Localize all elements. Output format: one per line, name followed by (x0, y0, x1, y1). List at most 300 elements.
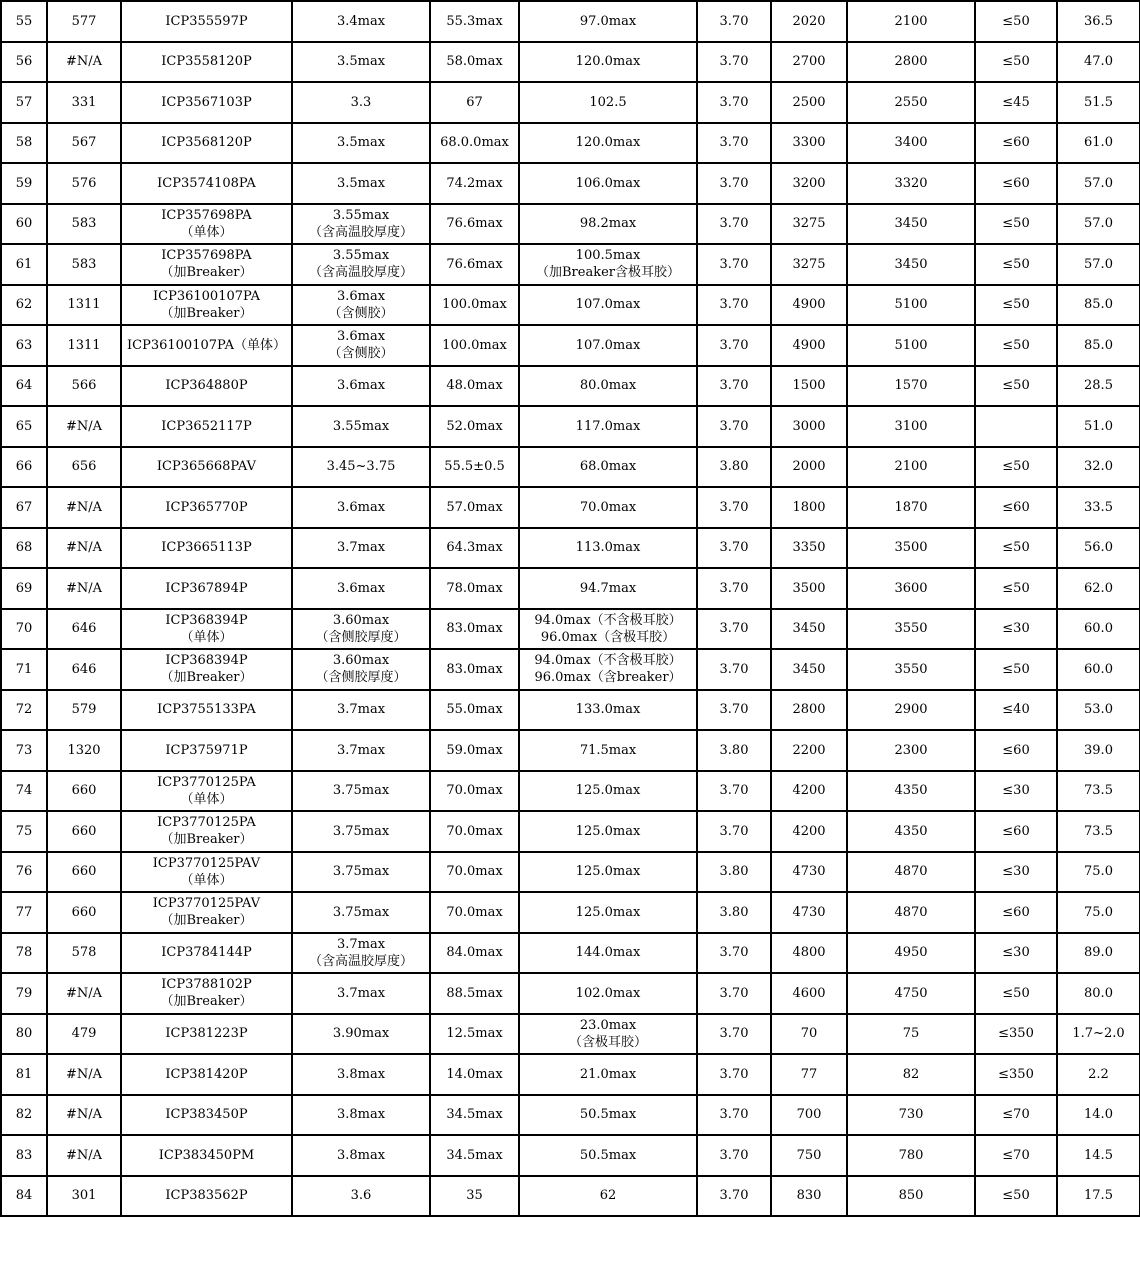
width-cell: 83.0max (430, 649, 519, 690)
cell-line: ICP368394P (165, 653, 248, 669)
min-capacity-cell: 2700 (771, 42, 847, 83)
table-row (1, 609, 1140, 650)
thickness-cell: 3.6max (292, 366, 430, 407)
typical-capacity-cell: 3500 (847, 528, 975, 569)
weight-cell: 32.0 (1057, 447, 1140, 488)
weight-cell: 14.5 (1057, 1135, 1140, 1176)
cell-line: 3.60max (332, 653, 390, 669)
thickness-cell: 3.45~3.75 (292, 447, 430, 488)
cell-line: 94.0max（不含极耳胶） (534, 612, 682, 628)
width-cell: 70.0max (430, 811, 519, 852)
cell-line: 23.0max (579, 1017, 637, 1033)
typical-capacity-cell: 3550 (847, 649, 975, 690)
thickness-cell: 3.7max (292, 528, 430, 569)
cell-line: （加Breaker） (160, 994, 253, 1010)
model-cell: ICP3665113P (121, 528, 292, 569)
min-capacity-cell: 750 (771, 1135, 847, 1176)
weight-cell: 85.0 (1057, 285, 1140, 326)
thickness-cell (292, 325, 430, 366)
cell-line: ICP368394P (165, 612, 248, 628)
cell-line: （含极耳胶） (568, 1034, 647, 1050)
code-cell: #N/A (47, 528, 121, 569)
weight-cell: 33.5 (1057, 487, 1140, 528)
cell-line: （加Breaker含极耳胶） (536, 265, 680, 281)
weight-cell: 36.5 (1057, 1, 1140, 42)
thickness-cell (292, 609, 430, 650)
cell-line: （含侧胶厚度） (315, 670, 407, 686)
min-capacity-cell: 3450 (771, 649, 847, 690)
impedance-cell: ≤40 (975, 690, 1057, 731)
weight-cell: 57.0 (1057, 163, 1140, 204)
row-number-cell: 76 (1, 852, 47, 893)
length-cell: 117.0max (519, 406, 697, 447)
code-cell: 567 (47, 123, 121, 164)
table-row (1, 852, 1140, 893)
thickness-cell: 3.75max (292, 852, 430, 893)
row-number-cell: 65 (1, 406, 47, 447)
typical-capacity-cell: 2800 (847, 42, 975, 83)
voltage-cell: 3.70 (697, 244, 771, 285)
row-number-cell: 77 (1, 892, 47, 933)
code-cell: #N/A (47, 568, 121, 609)
row-number-cell: 59 (1, 163, 47, 204)
cell-line: （加Breaker） (160, 913, 253, 929)
row-number-cell: 58 (1, 123, 47, 164)
typical-capacity-cell: 3320 (847, 163, 975, 204)
width-cell: 100.0max (430, 285, 519, 326)
impedance-cell: ≤60 (975, 487, 1057, 528)
row-number-cell: 69 (1, 568, 47, 609)
width-cell: 34.5max (430, 1095, 519, 1136)
table-row (1, 366, 1140, 407)
min-capacity-cell: 3275 (771, 204, 847, 245)
model-cell: ICP365668PAV (121, 447, 292, 488)
weight-cell: 57.0 (1057, 204, 1140, 245)
impedance-cell: ≤60 (975, 811, 1057, 852)
code-cell: #N/A (47, 487, 121, 528)
row-number-cell: 64 (1, 366, 47, 407)
cell-line: （加Breaker） (160, 265, 253, 281)
weight-cell: 51.0 (1057, 406, 1140, 447)
table-row (1, 690, 1140, 731)
typical-capacity-cell: 780 (847, 1135, 975, 1176)
code-cell: 660 (47, 811, 121, 852)
cell-line: 96.0max（含极耳胶） (540, 629, 676, 645)
row-number-cell: 60 (1, 204, 47, 245)
cell-line: （含侧胶） (328, 305, 394, 321)
voltage-cell: 3.80 (697, 447, 771, 488)
row-number-cell: 61 (1, 244, 47, 285)
voltage-cell: 3.70 (697, 366, 771, 407)
typical-capacity-cell: 3450 (847, 204, 975, 245)
impedance-cell: ≤50 (975, 447, 1057, 488)
length-cell: 113.0max (519, 528, 697, 569)
model-cell (121, 244, 292, 285)
impedance-cell: ≤30 (975, 771, 1057, 812)
typical-capacity-cell: 2300 (847, 730, 975, 771)
impedance-cell: ≤50 (975, 568, 1057, 609)
thickness-cell: 3.8max (292, 1135, 430, 1176)
min-capacity-cell: 2200 (771, 730, 847, 771)
typical-capacity-cell: 2100 (847, 447, 975, 488)
table-row (1, 1176, 1140, 1217)
voltage-cell: 3.70 (697, 973, 771, 1014)
thickness-cell: 3.5max (292, 42, 430, 83)
width-cell: 84.0max (430, 933, 519, 974)
width-cell: 55.0max (430, 690, 519, 731)
code-cell: 578 (47, 933, 121, 974)
weight-cell: 73.5 (1057, 771, 1140, 812)
model-cell: ICP3652117P (121, 406, 292, 447)
cell-line: 100.5max (575, 248, 641, 264)
model-cell: ICP3567103P (121, 82, 292, 123)
typical-capacity-cell: 1570 (847, 366, 975, 407)
code-cell: 660 (47, 892, 121, 933)
cell-line: 3.55max (332, 248, 390, 264)
min-capacity-cell: 2800 (771, 690, 847, 731)
code-cell: 301 (47, 1176, 121, 1217)
impedance-cell: ≤50 (975, 1, 1057, 42)
width-cell: 55.5±0.5 (430, 447, 519, 488)
table-row (1, 892, 1140, 933)
voltage-cell: 3.70 (697, 406, 771, 447)
min-capacity-cell: 3500 (771, 568, 847, 609)
table-row (1, 42, 1140, 83)
weight-cell: 61.0 (1057, 123, 1140, 164)
impedance-cell: ≤60 (975, 123, 1057, 164)
typical-capacity-cell: 4750 (847, 973, 975, 1014)
row-number-cell: 57 (1, 82, 47, 123)
length-cell: 21.0max (519, 1054, 697, 1095)
cell-line: （单体） (180, 224, 233, 240)
row-number-cell: 71 (1, 649, 47, 690)
table-row (1, 82, 1140, 123)
cell-line: 94.0max（不含极耳胶） (534, 653, 682, 669)
width-cell: 55.3max (430, 1, 519, 42)
thickness-cell: 3.75max (292, 811, 430, 852)
length-cell (519, 244, 697, 285)
table-row (1, 528, 1140, 569)
typical-capacity-cell: 4350 (847, 771, 975, 812)
impedance-cell: ≤50 (975, 1176, 1057, 1217)
length-cell: 50.5max (519, 1135, 697, 1176)
min-capacity-cell: 3200 (771, 163, 847, 204)
row-number-cell: 66 (1, 447, 47, 488)
width-cell: 58.0max (430, 42, 519, 83)
voltage-cell: 3.70 (697, 568, 771, 609)
length-cell: 107.0max (519, 285, 697, 326)
cell-line: ICP3770125PA (157, 774, 256, 790)
impedance-cell: ≤70 (975, 1135, 1057, 1176)
cell-line: 3.6max (336, 329, 386, 345)
table-row (1, 163, 1140, 204)
table-body (1, 1, 1140, 1216)
typical-capacity-cell: 4870 (847, 852, 975, 893)
code-cell: 583 (47, 244, 121, 285)
voltage-cell: 3.70 (697, 487, 771, 528)
table-row (1, 244, 1140, 285)
code-cell: #N/A (47, 1095, 121, 1136)
weight-cell: 28.5 (1057, 366, 1140, 407)
width-cell: 100.0max (430, 325, 519, 366)
cell-line: ICP36100107PA (153, 288, 260, 304)
cell-line: ICP357698PA (161, 248, 252, 264)
min-capacity-cell: 1800 (771, 487, 847, 528)
cell-line: （单体） (180, 629, 233, 645)
length-cell: 107.0max (519, 325, 697, 366)
code-cell: 577 (47, 1, 121, 42)
typical-capacity-cell: 2100 (847, 1, 975, 42)
row-number-cell: 67 (1, 487, 47, 528)
voltage-cell: 3.70 (697, 163, 771, 204)
model-cell: ICP365770P (121, 487, 292, 528)
impedance-cell: ≤50 (975, 528, 1057, 569)
thickness-cell: 3.3 (292, 82, 430, 123)
code-cell: 660 (47, 852, 121, 893)
row-number-cell: 55 (1, 1, 47, 42)
code-cell: 583 (47, 204, 121, 245)
row-number-cell: 84 (1, 1176, 47, 1217)
voltage-cell: 3.70 (697, 123, 771, 164)
length-cell: 144.0max (519, 933, 697, 974)
impedance-cell: ≤30 (975, 609, 1057, 650)
min-capacity-cell: 2000 (771, 447, 847, 488)
thickness-cell: 3.7max (292, 730, 430, 771)
cell-line: （含高温胶厚度） (308, 265, 413, 281)
cell-line: 3.6max (336, 288, 386, 304)
cell-line: ICP3770125PAV (152, 855, 261, 871)
typical-capacity-cell: 5100 (847, 285, 975, 326)
row-number-cell: 78 (1, 933, 47, 974)
row-number-cell: 75 (1, 811, 47, 852)
model-cell (121, 649, 292, 690)
impedance-cell: ≤350 (975, 1014, 1057, 1055)
min-capacity-cell: 3000 (771, 406, 847, 447)
typical-capacity-cell: 3550 (847, 609, 975, 650)
voltage-cell: 3.70 (697, 82, 771, 123)
width-cell: 76.6max (430, 204, 519, 245)
length-cell (519, 649, 697, 690)
cell-line: （单体） (180, 791, 233, 807)
width-cell: 70.0max (430, 892, 519, 933)
model-cell: ICP383562P (121, 1176, 292, 1217)
thickness-cell: 3.6 (292, 1176, 430, 1217)
cell-line: ICP3770125PAV (152, 896, 261, 912)
typical-capacity-cell: 3600 (847, 568, 975, 609)
model-cell: ICP3755133PA (121, 690, 292, 731)
code-cell: #N/A (47, 1054, 121, 1095)
length-cell: 125.0max (519, 892, 697, 933)
typical-capacity-cell: 82 (847, 1054, 975, 1095)
impedance-cell: ≤45 (975, 82, 1057, 123)
model-cell (121, 771, 292, 812)
row-number-cell: 73 (1, 730, 47, 771)
weight-cell: 75.0 (1057, 852, 1140, 893)
weight-cell: 2.2 (1057, 1054, 1140, 1095)
cell-line: ICP357698PA (161, 207, 252, 223)
voltage-cell: 3.70 (697, 285, 771, 326)
thickness-cell: 3.6max (292, 487, 430, 528)
length-cell: 94.7max (519, 568, 697, 609)
model-cell: ICP3568120P (121, 123, 292, 164)
row-number-cell: 80 (1, 1014, 47, 1055)
row-number-cell: 62 (1, 285, 47, 326)
row-number-cell: 79 (1, 973, 47, 1014)
impedance-cell: ≤350 (975, 1054, 1057, 1095)
row-number-cell: 83 (1, 1135, 47, 1176)
min-capacity-cell: 830 (771, 1176, 847, 1217)
weight-cell: 62.0 (1057, 568, 1140, 609)
impedance-cell: ≤50 (975, 244, 1057, 285)
min-capacity-cell: 4800 (771, 933, 847, 974)
thickness-cell: 3.5max (292, 163, 430, 204)
table-row (1, 1, 1140, 42)
model-cell (121, 973, 292, 1014)
row-number-cell: 68 (1, 528, 47, 569)
table-row (1, 1054, 1140, 1095)
width-cell: 83.0max (430, 609, 519, 650)
length-cell: 50.5max (519, 1095, 697, 1136)
cell-line: （含高温胶厚度） (308, 224, 413, 240)
impedance-cell: ≤30 (975, 852, 1057, 893)
impedance-cell: ≤50 (975, 285, 1057, 326)
voltage-cell: 3.70 (697, 690, 771, 731)
code-cell: 576 (47, 163, 121, 204)
model-cell: ICP383450PM (121, 1135, 292, 1176)
table-row (1, 325, 1140, 366)
table-row (1, 447, 1140, 488)
width-cell: 78.0max (430, 568, 519, 609)
length-cell: 98.2max (519, 204, 697, 245)
code-cell: 579 (47, 690, 121, 731)
table-row (1, 1014, 1140, 1055)
thickness-cell (292, 244, 430, 285)
voltage-cell: 3.70 (697, 649, 771, 690)
weight-cell: 53.0 (1057, 690, 1140, 731)
code-cell: #N/A (47, 973, 121, 1014)
min-capacity-cell: 4900 (771, 285, 847, 326)
typical-capacity-cell: 75 (847, 1014, 975, 1055)
code-cell: 1320 (47, 730, 121, 771)
table-row (1, 933, 1140, 974)
table-row (1, 730, 1140, 771)
model-cell (121, 285, 292, 326)
min-capacity-cell: 4900 (771, 325, 847, 366)
row-number-cell: 82 (1, 1095, 47, 1136)
thickness-cell: 3.7max (292, 973, 430, 1014)
voltage-cell: 3.70 (697, 1054, 771, 1095)
thickness-cell: 3.55max (292, 406, 430, 447)
thickness-cell: 3.8max (292, 1095, 430, 1136)
width-cell: 34.5max (430, 1135, 519, 1176)
length-cell (519, 609, 697, 650)
table-row (1, 568, 1140, 609)
thickness-cell: 3.75max (292, 892, 430, 933)
min-capacity-cell: 3450 (771, 609, 847, 650)
typical-capacity-cell: 2900 (847, 690, 975, 731)
voltage-cell: 3.70 (697, 204, 771, 245)
voltage-cell: 3.70 (697, 325, 771, 366)
voltage-cell: 3.70 (697, 933, 771, 974)
typical-capacity-cell: 1870 (847, 487, 975, 528)
length-cell: 62 (519, 1176, 697, 1217)
table-row (1, 649, 1140, 690)
weight-cell: 1.7~2.0 (1057, 1014, 1140, 1055)
voltage-cell: 3.70 (697, 811, 771, 852)
min-capacity-cell: 4200 (771, 811, 847, 852)
min-capacity-cell: 4730 (771, 852, 847, 893)
cell-line: 96.0max（含breaker） (534, 670, 682, 686)
model-cell (121, 852, 292, 893)
model-cell: ICP355597P (121, 1, 292, 42)
table-row (1, 1095, 1140, 1136)
impedance-cell: ≤30 (975, 933, 1057, 974)
code-cell: 646 (47, 649, 121, 690)
table-row (1, 771, 1140, 812)
model-cell (121, 811, 292, 852)
cell-line: ICP3788102P (161, 977, 252, 993)
weight-cell: 60.0 (1057, 609, 1140, 650)
cell-line: 3.55max (332, 207, 390, 223)
weight-cell: 89.0 (1057, 933, 1140, 974)
typical-capacity-cell: 730 (847, 1095, 975, 1136)
typical-capacity-cell: 850 (847, 1176, 975, 1217)
model-cell: ICP383450P (121, 1095, 292, 1136)
thickness-cell (292, 204, 430, 245)
impedance-cell: ≤50 (975, 325, 1057, 366)
voltage-cell: 3.80 (697, 852, 771, 893)
table-row (1, 204, 1140, 245)
impedance-cell: ≤50 (975, 204, 1057, 245)
code-cell: #N/A (47, 1135, 121, 1176)
min-capacity-cell: 4730 (771, 892, 847, 933)
width-cell: 70.0max (430, 852, 519, 893)
min-capacity-cell: 2500 (771, 82, 847, 123)
voltage-cell: 3.70 (697, 1095, 771, 1136)
length-cell: 120.0max (519, 42, 697, 83)
model-cell (121, 892, 292, 933)
thickness-cell: 3.8max (292, 1054, 430, 1095)
weight-cell: 14.0 (1057, 1095, 1140, 1136)
model-cell: ICP381223P (121, 1014, 292, 1055)
width-cell: 76.6max (430, 244, 519, 285)
model-cell: ICP3558120P (121, 42, 292, 83)
code-cell: #N/A (47, 406, 121, 447)
length-cell: 71.5max (519, 730, 697, 771)
weight-cell: 39.0 (1057, 730, 1140, 771)
cell-line: （含侧胶） (328, 346, 394, 362)
model-cell: ICP367894P (121, 568, 292, 609)
length-cell: 120.0max (519, 123, 697, 164)
code-cell: 1311 (47, 325, 121, 366)
cell-line: ICP3770125PA (157, 815, 256, 831)
thickness-cell (292, 649, 430, 690)
code-cell: 331 (47, 82, 121, 123)
table-row (1, 285, 1140, 326)
model-cell (121, 204, 292, 245)
typical-capacity-cell: 2550 (847, 82, 975, 123)
voltage-cell: 3.70 (697, 1014, 771, 1055)
min-capacity-cell: 4200 (771, 771, 847, 812)
model-cell: ICP364880P (121, 366, 292, 407)
min-capacity-cell: 3350 (771, 528, 847, 569)
width-cell: 57.0max (430, 487, 519, 528)
code-cell: 656 (47, 447, 121, 488)
cell-line: （含高温胶厚度） (308, 953, 413, 969)
typical-capacity-cell: 5100 (847, 325, 975, 366)
width-cell: 64.3max (430, 528, 519, 569)
thickness-cell: 3.4max (292, 1, 430, 42)
